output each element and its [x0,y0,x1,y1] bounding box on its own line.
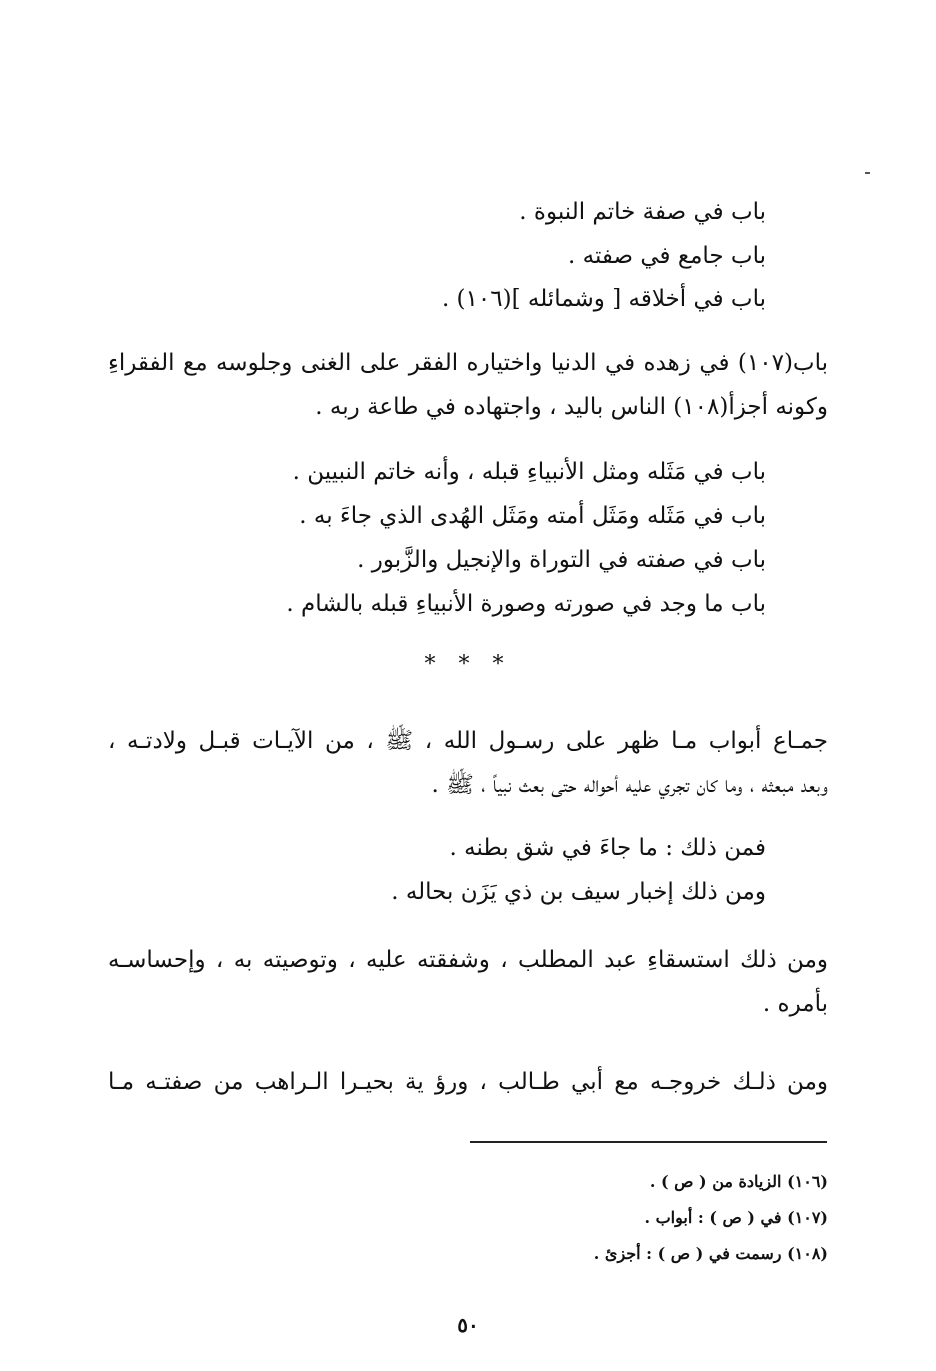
body-line: باب في صفة خاتم النبوة . [519,199,766,225]
body-line: باب جامع في صفته . [567,243,766,269]
section-separator: * * * [424,652,512,677]
body-line: ومن ذلك إخبار سيف بن ذي يَزَن بحاله . [391,879,766,905]
body-line: باب في مَثَله ومَثَل أمته ومَثَل الهُدى الذي جاءَ به . [299,503,766,529]
footnote-divider [470,1141,827,1143]
scan-mark [865,172,870,174]
body-line: باب(١٠٧) في زهده في الدنيا واختياره الفقر على الغنى وجلوسه مع الفقراءِ [108,350,828,376]
body-line: باب في أخلاقه [ وشمائله ](١٠٦) . [441,286,766,312]
footnote: (١٠٧) في ( ص ) : أبواب . [644,1208,828,1227]
body-line: باب ما وجد في صورته وصورة الأنبياءِ قبله بالشام . [286,591,766,617]
body-line: جمـاع أبواب مـا ظهر على رسـول الله ، ﷺ ، من الآيـات قبـل ولادتـه ، [108,728,828,754]
body-line: ومن ذلـك خروجـه مع أبي طـالب ، ورؤ ية بحيـرا الـراهب من صفتـه مـا [108,1069,828,1095]
body-line: وبعد مبعثه ، وما كان تجري عليه أحواله حتى بعث نبياً ، ﷺ . [431,772,828,798]
footnote: (١٠٨) رسمت في ( ص ) : أجزئ . [593,1244,828,1263]
body-line: باب في مَثَله ومثل الأنبياءِ قبله ، وأنه خاتم النبيين . [292,459,766,485]
body-line: فمن ذلك : ما جاءَ في شق بطنه . [449,835,766,861]
footnote: (١٠٦) الزيادة من ( ص ) . [649,1172,828,1191]
body-line: ومن ذلك استسقاءِ عبد المطلب ، وشفقته عليه ، وتوصيته به ، وإحساسـه [108,947,828,973]
body-line: بأمره . [762,991,828,1017]
body-line: وكونه أجزأ(١٠٨) الناس باليد ، واجتهاده في طاعة ربه . [315,394,828,420]
page-number: ٥٠ [457,1313,479,1337]
body-line: باب في صفته في التوراة والإنجيل والزَّبور . [357,547,766,573]
